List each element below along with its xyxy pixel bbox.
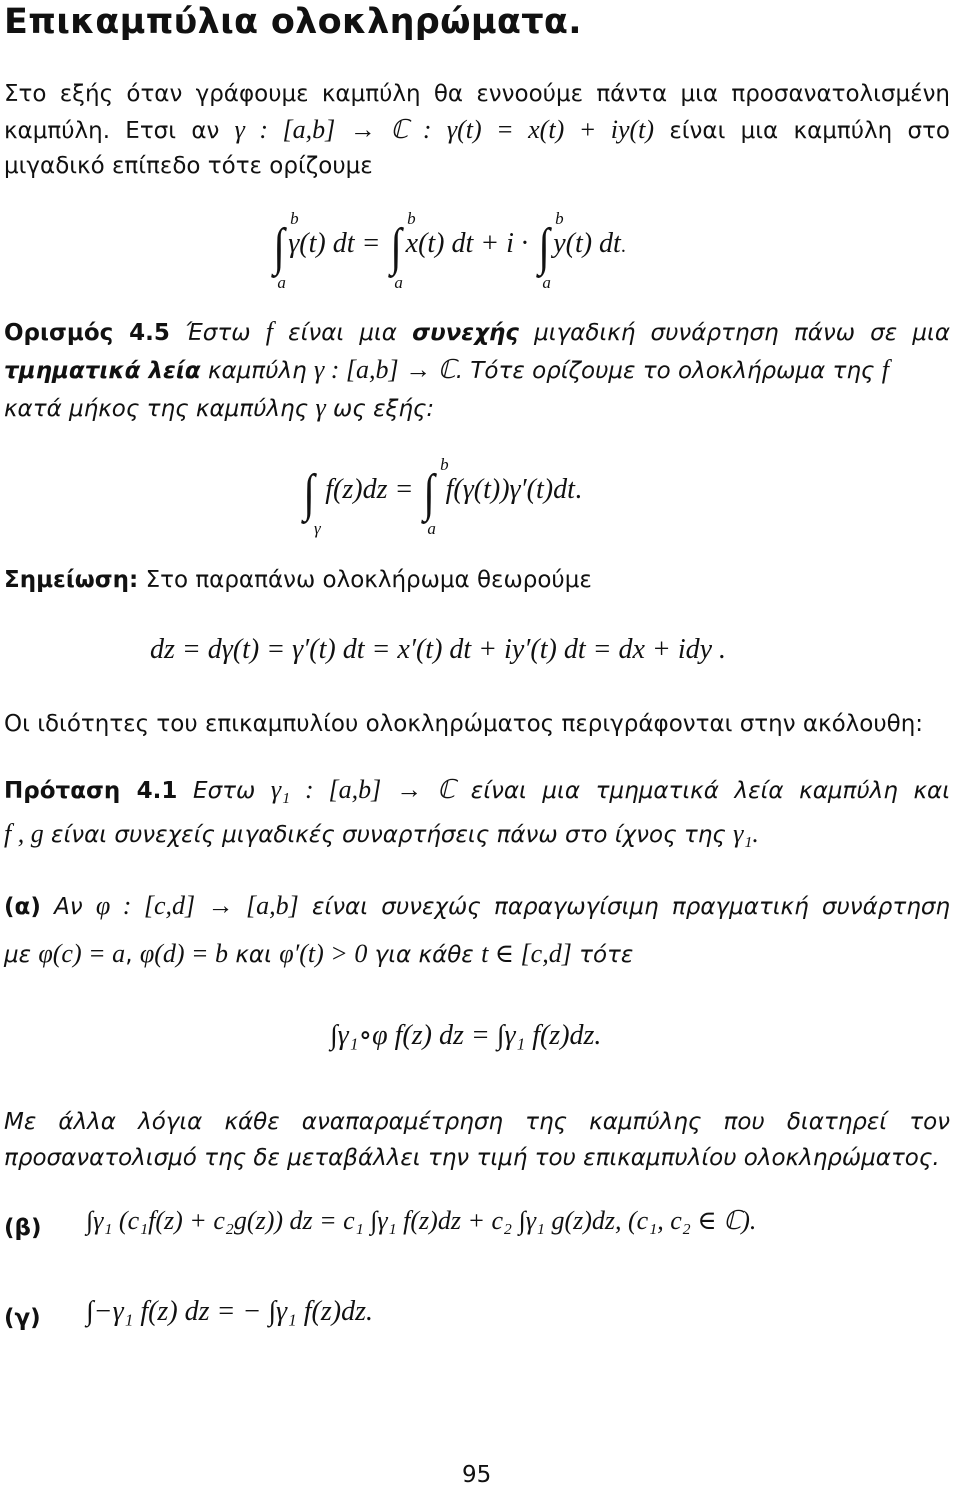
part-b-label — [4, 1210, 42, 1246]
definition-text: καμπύλη — [207, 358, 307, 384]
equation-orientation: ∫−γ₁ f(z) dz = − ∫γ₁ f(z)dz. — [86, 1296, 373, 1327]
definition-piecewise: τμηματικά λεία — [4, 358, 201, 384]
proposition-line-1 — [4, 772, 950, 809]
definition-text: μιγαδική συνάρτηση πάνω σε μια — [534, 320, 950, 346]
part-a-cond: t ∈ [c,d] — [481, 939, 572, 968]
part-b-label-text: (β) — [4, 1215, 42, 1241]
proposition-gamma1: γ₁. — [733, 819, 759, 848]
definition-line-2 — [4, 352, 889, 389]
definition-text: κατά μήκος της καμπύλης — [4, 396, 309, 422]
part-a-line-2: με φ(c) = a, φ(d) = b και φ′(t) > 0 για κάθε t ∈ [c,d] τότε — [4, 939, 634, 968]
definition-text: Έστω — [185, 320, 251, 346]
part-a-cond: φ(c) = a — [38, 939, 126, 968]
intro-text: είναι μια καμπύλη στο — [669, 118, 951, 144]
equation-contour-integral: ∫ γ f(z)dz = ∫ b a f(γ(t))γ′(t)dt. — [303, 455, 582, 538]
definition-gamma: γ — [315, 393, 326, 422]
part-a-text: και — [235, 942, 272, 968]
definition-text: ως εξής: — [333, 396, 435, 422]
note-text: Στο παραπάνω ολοκλήρωμα θεωρούμε — [145, 567, 592, 593]
definition-line-1 — [4, 314, 950, 351]
part-c-label-text: (γ) — [4, 1305, 41, 1331]
part-a-cond: φ′(t) > 0 — [279, 939, 368, 968]
definition-line-3 — [4, 390, 434, 427]
part-a-line-1 — [4, 888, 950, 925]
page-number: 95 — [462, 1462, 492, 1488]
note-line — [4, 562, 592, 598]
equation-reparametrization: ∫γ₁∘φ f(z) dz = ∫γ₁ f(z)dz. — [330, 1020, 602, 1051]
part-a-text: τότε — [579, 942, 634, 968]
part-a-text: με — [4, 942, 32, 968]
definition-continuous: συνεχής — [412, 320, 519, 346]
intro-line-2 — [4, 112, 950, 149]
proposition-text: είναι μια τμηματικά λεία καμπύλη και — [470, 778, 950, 804]
proposition-fg: f , g — [4, 819, 44, 848]
remark-line-2: προσανατολισμό της δε μεταβάλλει την τιμή του επικαμπυλίου ολοκληρώματος. — [4, 1145, 940, 1171]
definition-curve: γ : [a,b] → ℂ — [313, 355, 456, 384]
proposition-curve: γ₁ : [a,b] → ℂ — [270, 775, 456, 804]
definition-text: είναι μια — [288, 320, 397, 346]
intro-math-map: γ : [a,b] → ℂ : — [234, 115, 432, 144]
page-title: Επικαμπύλια ολοκληρώματα. — [4, 2, 582, 42]
proposition-text: είναι συνεχείς μιγαδικές συναρτήσεις πάνω στο ίχνος της — [51, 822, 726, 848]
proposition-line-2 — [4, 816, 759, 853]
part-a-label: (α) — [4, 894, 41, 920]
definition-f: f — [265, 317, 273, 346]
properties-intro: Οι ιδιότητες του επικαμπυλίου ολοκληρώματος περιγράφονται στην ακόλουθη: — [4, 711, 924, 737]
proposition-text: Εστω — [193, 778, 256, 804]
intro-line-3: μιγαδικό επίπεδο τότε ορίζουμε — [4, 153, 373, 179]
equation-linearity: ∫γ₁ (c₁f(z) + c₂g(z)) dz = c₁ ∫γ₁ f(z)dz + c₂ ∫γ₁ g(z)dz, (c₁, c₂ ∈ ℂ). — [86, 1206, 757, 1235]
remark-line-1: Με άλλα λόγια κάθε αναπαραμέτρηση της καμπύλης που διατηρεί τον — [4, 1109, 950, 1135]
intro-text: καμπύλη. Ετσι αν — [4, 118, 220, 144]
intro-math-gamma: γ(t) = x(t) + iy(t) — [446, 115, 655, 144]
intro-line-1: Στο εξής όταν γράφουμε καμπύλη θα εννοούμε πάντα μια προσανατολισμένη — [4, 81, 950, 107]
part-a-text: Αν — [54, 894, 83, 920]
part-a-cond: φ(d) = b — [139, 939, 229, 968]
definition-f: f — [881, 355, 889, 384]
part-a-text: είναι συνεχώς παραγωγίσιμη πραγματική συνάρτηση — [311, 894, 950, 920]
equation-integral-split: ∫ b a γ(t) dt = ∫ b a x(t) dt + i · ∫ b a y(t) dt. — [273, 209, 626, 292]
note-label: Σημείωση: — [4, 567, 139, 593]
part-c-label — [4, 1300, 41, 1336]
equation-differential: dz = dγ(t) = γ′(t) dt = x′(t) dt + iy′(t) dt = dx + idy . — [150, 634, 727, 665]
part-a-text: για κάθε — [374, 942, 474, 968]
proposition-label: Πρόταση 4.1 — [4, 778, 178, 804]
definition-text: . Τότε ορίζουμε το ολοκλήρωμα της — [455, 358, 875, 384]
part-a-map: φ : [c,d] → [a,b] — [95, 891, 299, 920]
definition-label: Ορισμός 4.5 — [4, 320, 170, 346]
